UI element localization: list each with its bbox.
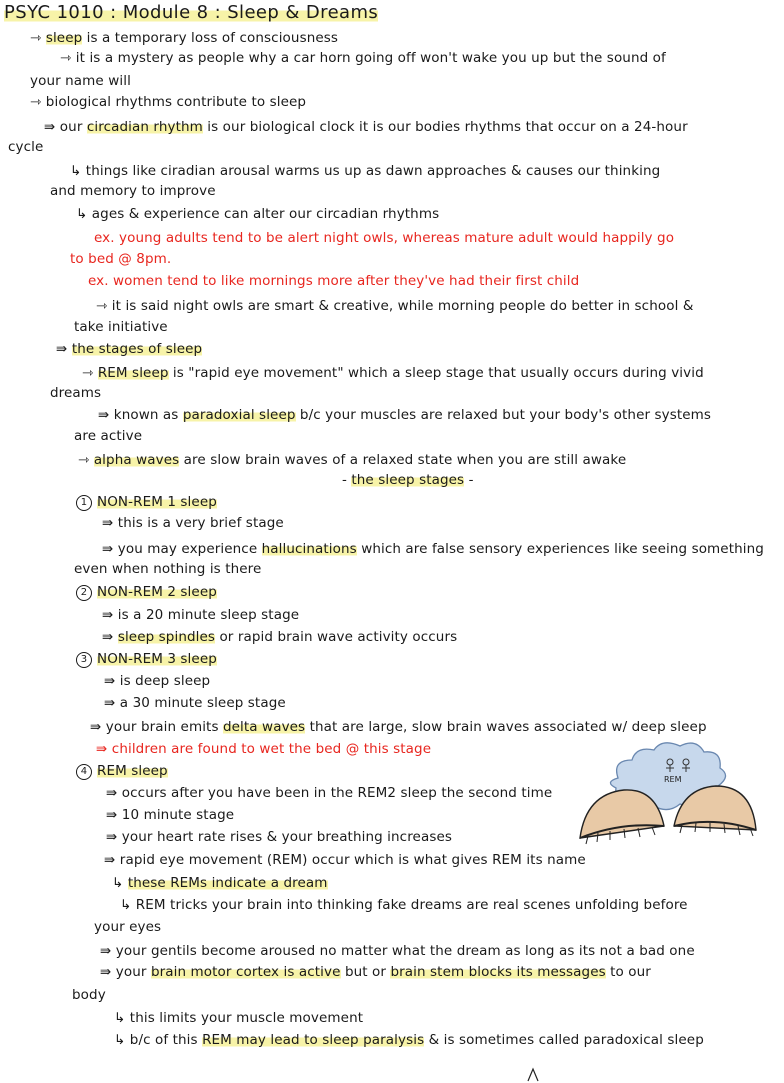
note-line: [50, 182, 784, 200]
note-line: [74, 560, 784, 578]
note-text: your name will: [30, 73, 131, 89]
note-text: ↳ b/c of this: [114, 1032, 203, 1048]
note-line: [94, 918, 784, 936]
note-text: ⇾ biological rhythms contribute to sleep: [30, 94, 307, 110]
note-line: [74, 427, 784, 445]
note-text: ex. women tend to like mornings more after they've had their first child: [88, 273, 580, 289]
note-text: ⇾ it is said night owls are smart & creative, while morning people do better in school &: [96, 298, 694, 314]
highlighted-term: sleep: [45, 30, 83, 46]
note-text: ⇛ our: [44, 119, 87, 135]
note-text: ↳ REM tricks your brain into thinking fake dreams are real scenes unfolding before: [120, 897, 688, 913]
note-line: [76, 493, 784, 511]
note-text: even when nothing is there: [74, 561, 262, 577]
note-text: cycle: [8, 139, 44, 155]
note-line: [30, 29, 784, 47]
note-text: ↳ things like ciradian arousal warms us up as dawn approaches & causes our thinking: [70, 163, 661, 179]
note-line: [50, 384, 784, 402]
note-text: ⇛: [102, 629, 118, 645]
note-line: [120, 896, 784, 914]
note-text: to bed @ 8pm.: [70, 251, 172, 267]
note-line: [96, 297, 784, 315]
note-line: [56, 340, 784, 358]
note-text: is a temporary loss of consciousness: [82, 30, 339, 46]
highlighted-term: NON-REM 1 sleep: [97, 494, 217, 510]
stage-number-badge: 3: [76, 652, 92, 668]
caret-mark-icon: [525, 1066, 541, 1082]
note-text: ↳ this limits your muscle movement: [114, 1010, 364, 1026]
note-text: ⇛ rapid eye movement (REM) occur which is what gives REM its name: [104, 852, 586, 868]
highlighted-term: the stages of sleep: [71, 341, 203, 357]
note-text: take initiative: [74, 319, 168, 335]
note-line: [102, 628, 784, 646]
note-text: ⇛ is a 20 minute sleep stage: [102, 607, 300, 623]
note-text: ⇛ your heart rate rises & your breathing increases: [106, 829, 453, 845]
note-text: ↳ ages & experience can alter our circadian rhythms: [76, 206, 440, 222]
note-line: [70, 162, 784, 180]
highlighted-term: delta waves: [222, 719, 306, 735]
note-text: body: [72, 987, 106, 1003]
note-line: [100, 963, 784, 981]
note-line: [342, 471, 784, 489]
note-line: [30, 93, 784, 111]
note-line: [104, 672, 784, 690]
highlighted-term: REM sleep: [97, 763, 168, 779]
note-line: [74, 318, 784, 336]
note-line: [76, 205, 784, 223]
highlighted-term: sleep spindles: [117, 629, 216, 645]
note-text: ⇾ it is a mystery as people why a car horn going off won't wake you up but the sound of: [60, 50, 666, 66]
note-line: [104, 851, 784, 869]
note-text: & is sometimes called paradoxical sleep: [424, 1032, 704, 1048]
note-line: [82, 364, 784, 382]
note-line: [70, 250, 784, 268]
note-line: [72, 986, 784, 1004]
note-line: [76, 650, 784, 668]
note-text: b/c your muscles are relaxed but your body's other systems: [295, 407, 712, 423]
note-text: which are false sensory experiences like seeing something: [356, 541, 764, 557]
stage-number-badge: 1: [76, 495, 92, 511]
note-line: [102, 540, 784, 558]
note-text: that are large, slow brain waves associated w/ deep sleep: [305, 719, 707, 735]
note-line: [88, 272, 784, 290]
note-line: [44, 118, 784, 136]
note-text: ⇾: [30, 30, 46, 46]
note-text: ↳: [112, 875, 128, 891]
note-text: ⇛ your brain emits: [90, 719, 223, 735]
note-line: [102, 606, 784, 624]
note-text: are active: [74, 428, 143, 444]
highlighted-term: hallucinations: [261, 541, 357, 557]
note-line: [94, 229, 784, 247]
note-text: ⇛ your: [100, 964, 151, 980]
note-text: ⇛ your gentils become aroused no matter what the dream as long as its not a bad one: [100, 943, 695, 959]
highlighted-term: NON-REM 2 sleep: [97, 584, 217, 600]
note-line: [104, 694, 784, 712]
note-text: your eyes: [94, 919, 162, 935]
stage-number-badge: 2: [76, 585, 92, 601]
note-text: to our: [605, 964, 651, 980]
sleeping-eyes-cloud-icon: [578, 738, 758, 848]
note-line: [60, 49, 784, 67]
note-text: are slow brain waves of a relaxed state when you are still awake: [179, 452, 627, 468]
highlighted-term: REM may lead to sleep paralysis: [202, 1032, 425, 1048]
highlighted-term: circadian rhythm: [86, 119, 203, 135]
note-text: or rapid brain wave activity occurs: [215, 629, 458, 645]
note-text: ⇛ children are found to wet the bed @ this stage: [96, 741, 432, 757]
highlighted-term: brain motor cortex is active: [150, 964, 341, 980]
note-line: [78, 451, 784, 469]
note-line: [30, 72, 784, 90]
page-title: PSYC 1010 : Module 8 : Sleep & Dreams: [4, 2, 379, 23]
note-text: ⇛ known as: [98, 407, 183, 423]
highlighted-term: REM sleep: [97, 365, 169, 381]
note-text: ⇾: [78, 452, 94, 468]
note-line: [8, 138, 784, 156]
note-text: ⇛ occurs after you have been in the REM2 sleep the second time: [106, 785, 553, 801]
note-line: [112, 874, 784, 892]
note-text: is "rapid eye movement" which a sleep stage that usually occurs during vivid: [168, 365, 704, 381]
note-text: ex. young adults tend to be alert night owls, whereas mature adult would happily go: [94, 230, 675, 246]
highlighted-term: NON-REM 3 sleep: [97, 651, 217, 667]
highlighted-term: the sleep stages: [351, 472, 465, 488]
highlighted-term: alpha waves: [93, 452, 180, 468]
sketch-label: REM: [664, 775, 682, 784]
note-text: ⇛ is deep sleep: [104, 673, 211, 689]
highlighted-term: paradoxial sleep: [182, 407, 296, 423]
note-line: [114, 1009, 784, 1027]
note-text: and memory to improve: [50, 183, 216, 199]
note-line: [114, 1031, 784, 1049]
note-text: -: [342, 472, 352, 488]
note-text: ⇛: [56, 341, 72, 357]
note-text: is our biological clock it is our bodies rhythms that occur on a 24-hour: [202, 119, 688, 135]
note-text: ⇛ 10 minute stage: [106, 807, 235, 823]
note-text: but or: [340, 964, 391, 980]
note-text: ⇛ a 30 minute sleep stage: [104, 695, 286, 711]
note-line: [76, 583, 784, 601]
note-line: [100, 942, 784, 960]
note-line: [98, 406, 784, 424]
note-line: [102, 514, 784, 532]
highlighted-term: these REMs indicate a dream: [127, 875, 328, 891]
note-text: ⇾: [82, 365, 98, 381]
note-text: -: [464, 472, 474, 488]
note-text: ⇛ this is a very brief stage: [102, 515, 284, 531]
note-text: dreams: [50, 385, 102, 401]
note-text: ⇛ you may experience: [102, 541, 262, 557]
stage-number-badge: 4: [76, 764, 92, 780]
note-line: [90, 718, 784, 736]
highlighted-term: brain stem blocks its messages: [390, 964, 606, 980]
